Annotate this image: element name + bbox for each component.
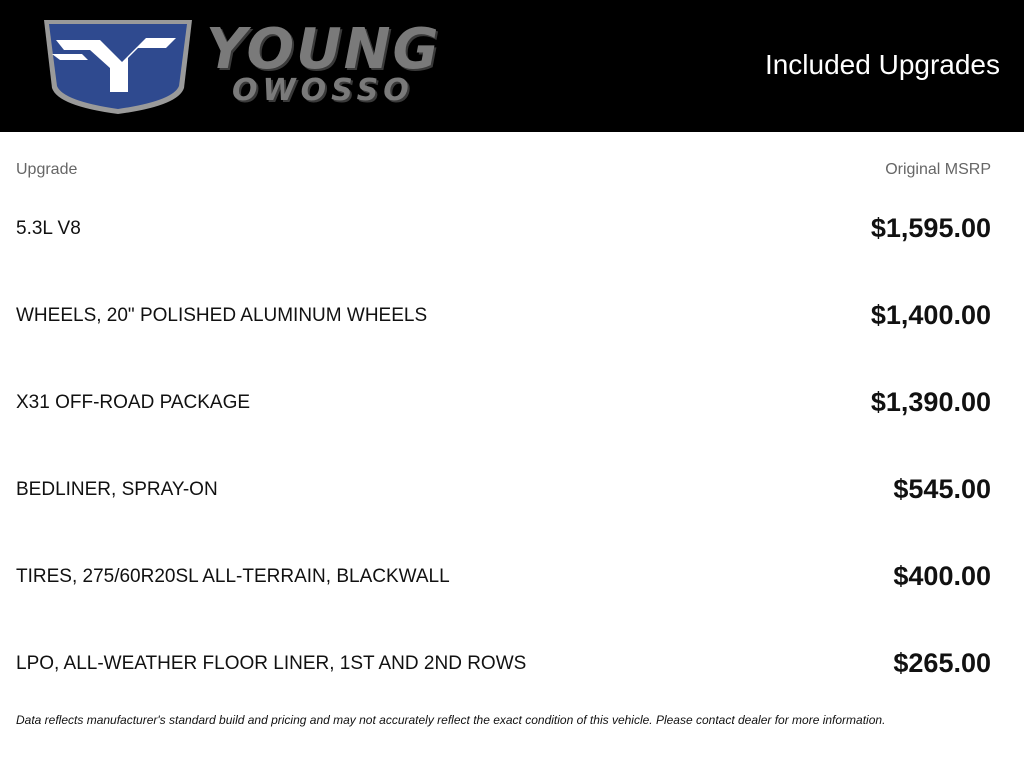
upgrade-name: BEDLINER, SPRAY-ON (16, 479, 218, 500)
upgrade-price: $400.00 (893, 561, 991, 591)
upgrade-price: $265.00 (893, 648, 991, 678)
dealer-logo (38, 14, 508, 118)
upgrade-price: $1,400.00 (870, 300, 991, 330)
logo-word-young: YOUNG (206, 17, 441, 82)
upgrade-name: LPO, ALL-WEATHER FLOOR LINER, 1ST AND 2ND ROWS (16, 653, 527, 674)
upgrade-row (0, 358, 1024, 445)
upgrades-list (0, 184, 1024, 706)
upgrade-price: $1,390.00 (870, 387, 991, 417)
upgrade-price: $545.00 (893, 474, 991, 504)
upgrade-name: X31 OFF-ROAD PACKAGE (16, 392, 251, 413)
column-header-upgrade: Upgrade (16, 161, 78, 178)
upgrade-name: 5.3L V8 (16, 218, 81, 239)
disclaimer-text: Data reflects manufacturer's standard build and pricing and may not accurately reflect the exact condition of this vehicle. Please contact dealer for more information. (16, 713, 886, 727)
logo-word-owosso: OWOSSO (232, 73, 414, 108)
upgrade-price: $1,595.00 (870, 213, 991, 243)
upgrade-row (0, 184, 1024, 271)
shield-emblem-icon (38, 14, 198, 118)
column-header-msrp: Original MSRP (885, 161, 991, 178)
upgrade-row (0, 619, 1024, 706)
page-title: Included Upgrades (764, 49, 1000, 80)
page-header (0, 0, 1024, 132)
upgrade-name: WHEELS, 20" POLISHED ALUMINUM WHEELS (16, 305, 428, 326)
upgrade-row (0, 532, 1024, 619)
upgrade-name: TIRES, 275/60R20SL ALL-TERRAIN, BLACKWALL (16, 566, 450, 587)
upgrade-row (0, 271, 1024, 358)
upgrade-row (0, 445, 1024, 532)
logo-wordmark (206, 14, 508, 118)
